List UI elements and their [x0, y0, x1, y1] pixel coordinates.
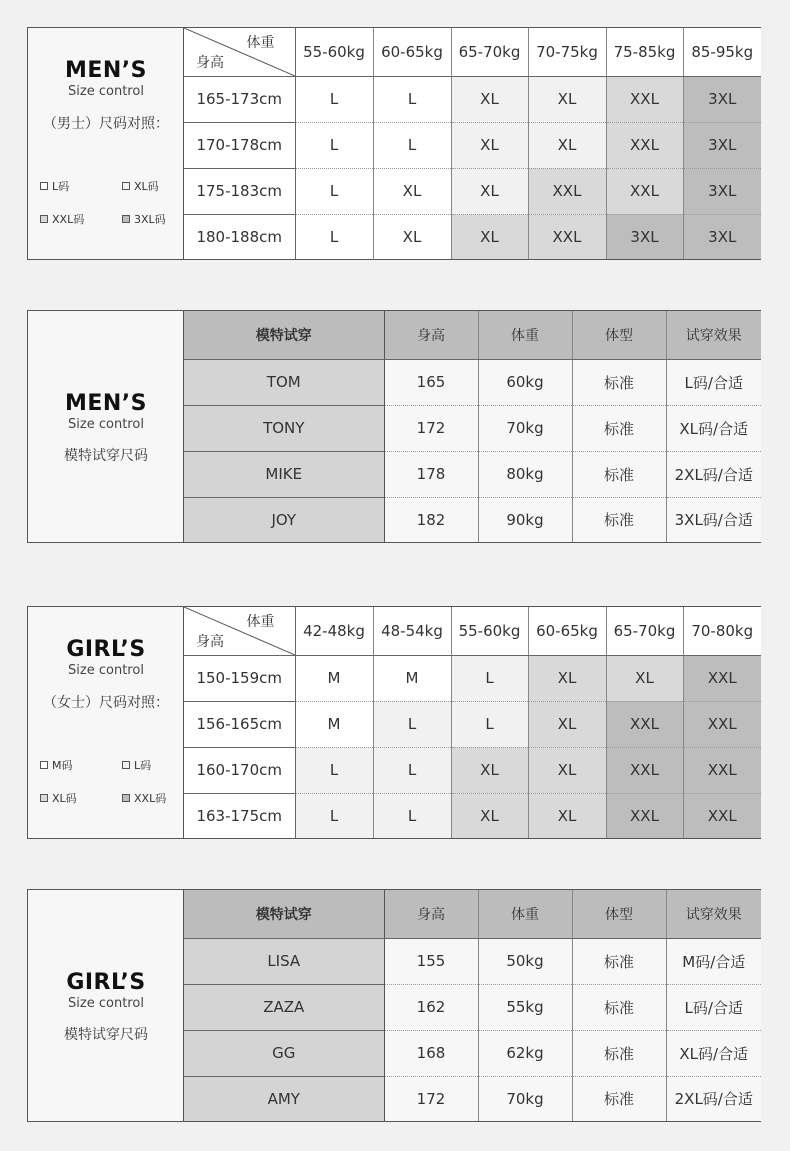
fit-header: 试穿效果 — [666, 311, 761, 359]
model-fit: 2XL码/合适 — [666, 451, 761, 497]
model-height: 182 — [384, 497, 478, 542]
model-weight: 70kg — [478, 1076, 572, 1121]
size-cell: XL — [528, 655, 606, 701]
height-row-header: 156-165cm — [184, 701, 295, 747]
weight-header: 48-54kg — [373, 607, 451, 655]
size-cell: L — [295, 747, 373, 793]
model-weight: 62kg — [478, 1030, 572, 1076]
model-fit: L码/合适 — [666, 984, 761, 1030]
girl-model-note: 模特试穿尺码 — [64, 1027, 148, 1043]
size-cell: XXL — [528, 168, 606, 214]
size-cell: M — [373, 655, 451, 701]
model-build: 标准 — [572, 451, 666, 497]
weight-axis-label: 体重 — [246, 35, 275, 51]
weight-header: 42-48kg — [295, 607, 373, 655]
height-row-header: 160-170cm — [184, 747, 295, 793]
height-header: 身高 — [384, 311, 478, 359]
girl-size-side-panel — [28, 607, 184, 838]
model-build: 标准 — [572, 984, 666, 1030]
men-brand-title: MEN’S — [64, 58, 148, 83]
size-cell: L — [295, 214, 373, 259]
size-cell: XL — [528, 793, 606, 838]
weight-header: 75-85kg — [606, 28, 683, 76]
model-weight: 70kg — [478, 405, 572, 451]
size-cell: 3XL — [683, 214, 761, 259]
legend-item-xxl: XXL码 — [122, 790, 166, 806]
legend-swatch-l — [40, 182, 48, 190]
model-weight: 80kg — [478, 451, 572, 497]
size-cell: M — [295, 701, 373, 747]
legend-item-m: M码 — [40, 757, 73, 773]
model-name: ZAZA — [184, 984, 384, 1030]
legend-item-xl: XL码 — [122, 178, 159, 194]
weight-header: 55-60kg — [451, 607, 528, 655]
size-cell: XXL — [606, 747, 683, 793]
model-name: LISA — [184, 938, 384, 984]
size-cell: XL — [528, 747, 606, 793]
legend-swatch-xl — [40, 794, 48, 802]
model-build: 标准 — [572, 497, 666, 542]
men-size-chart — [27, 27, 761, 260]
size-cell: XL — [373, 214, 451, 259]
size-cell: XXL — [606, 701, 683, 747]
size-cell: XXL — [683, 655, 761, 701]
girl-size-table — [184, 607, 761, 838]
size-cell: XL — [451, 168, 528, 214]
model-build: 标准 — [572, 1076, 666, 1121]
height-row-header: 165-173cm — [184, 76, 295, 122]
girl-model-subtitle: Size control — [68, 996, 144, 1011]
size-cell: XL — [451, 747, 528, 793]
weight-header: 55-60kg — [295, 28, 373, 76]
legend-item-3xl: 3XL码 — [122, 211, 166, 227]
size-cell: L — [295, 793, 373, 838]
model-fit: L码/合适 — [666, 359, 761, 405]
size-cell: XL — [451, 793, 528, 838]
fit-header: 试穿效果 — [666, 890, 761, 938]
model-header: 模特试穿 — [184, 890, 384, 938]
men-subtitle: Size control — [68, 84, 144, 99]
build-header: 体型 — [572, 890, 666, 938]
size-cell: XXL — [606, 793, 683, 838]
size-cell: L — [373, 76, 451, 122]
men-model-subtitle: Size control — [68, 417, 144, 432]
girl-model-brand-title: GIRL’S — [66, 970, 146, 995]
legend-swatch-xxl — [122, 794, 130, 802]
weight-header: 体重 — [478, 311, 572, 359]
size-cell: L — [373, 747, 451, 793]
model-height: 165 — [384, 359, 478, 405]
model-height: 178 — [384, 451, 478, 497]
model-build: 标准 — [572, 359, 666, 405]
model-weight: 90kg — [478, 497, 572, 542]
weight-header: 65-70kg — [451, 28, 528, 76]
size-cell: XL — [373, 168, 451, 214]
size-cell: 3XL — [683, 76, 761, 122]
weight-header: 60-65kg — [528, 607, 606, 655]
girl-model-chart — [27, 889, 761, 1122]
legend-swatch-xxl — [40, 215, 48, 223]
legend-swatch-3xl — [122, 215, 130, 223]
model-build: 标准 — [572, 1030, 666, 1076]
men-model-side-panel — [28, 311, 184, 542]
weight-axis-label: 体重 — [246, 614, 275, 630]
size-cell: L — [295, 122, 373, 168]
men-size-note: （男士）尺码对照： — [43, 116, 169, 132]
legend-item-l: L码 — [122, 757, 151, 773]
model-weight: 60kg — [478, 359, 572, 405]
model-header: 模特试穿 — [184, 311, 384, 359]
men-model-brand-title: MEN’S — [64, 391, 148, 416]
size-cell: L — [373, 701, 451, 747]
model-fit: M码/合适 — [666, 938, 761, 984]
model-fit: XL码/合适 — [666, 405, 761, 451]
girl-size-note: （女士）尺码对照： — [43, 695, 169, 711]
height-header: 身高 — [384, 890, 478, 938]
weight-header: 65-70kg — [606, 607, 683, 655]
size-cell: 3XL — [683, 168, 761, 214]
legend-swatch-m — [40, 761, 48, 769]
girl-subtitle: Size control — [68, 663, 144, 678]
girl-size-chart — [27, 606, 761, 839]
size-cell: XXL — [683, 701, 761, 747]
model-name: TOM — [184, 359, 384, 405]
men-model-table — [184, 311, 761, 542]
size-cell: L — [373, 793, 451, 838]
weight-header: 85-95kg — [683, 28, 761, 76]
men-size-side-panel — [28, 28, 184, 259]
weight-header: 70-75kg — [528, 28, 606, 76]
model-weight: 55kg — [478, 984, 572, 1030]
girl-brand-title: GIRL’S — [66, 637, 146, 662]
size-cell: L — [295, 76, 373, 122]
size-cell: 3XL — [606, 214, 683, 259]
height-axis-label: 身高 — [196, 54, 224, 71]
corner-header — [184, 28, 295, 76]
legend-item-l: L码 — [40, 178, 69, 194]
model-height: 172 — [384, 1076, 478, 1121]
size-cell: XXL — [606, 122, 683, 168]
height-row-header: 180-188cm — [184, 214, 295, 259]
model-height: 162 — [384, 984, 478, 1030]
girl-model-side-panel — [28, 890, 184, 1121]
size-cell: XL — [451, 214, 528, 259]
size-cell: L — [451, 701, 528, 747]
men-size-table — [184, 28, 761, 259]
model-height: 155 — [384, 938, 478, 984]
weight-header: 体重 — [478, 890, 572, 938]
model-name: GG — [184, 1030, 384, 1076]
height-row-header: 163-175cm — [184, 793, 295, 838]
size-cell: XL — [606, 655, 683, 701]
men-model-note: 模特试穿尺码 — [64, 448, 148, 464]
size-cell: XXL — [606, 168, 683, 214]
legend-swatch-xl — [122, 182, 130, 190]
model-name: TONY — [184, 405, 384, 451]
model-weight: 50kg — [478, 938, 572, 984]
model-build: 标准 — [572, 938, 666, 984]
size-cell: XXL — [683, 793, 761, 838]
size-cell: XL — [451, 76, 528, 122]
model-name: JOY — [184, 497, 384, 542]
model-height: 172 — [384, 405, 478, 451]
model-name: AMY — [184, 1076, 384, 1121]
model-name: MIKE — [184, 451, 384, 497]
size-cell: XL — [528, 701, 606, 747]
size-cell: L — [451, 655, 528, 701]
legend-item-xxl: XXL码 — [40, 211, 84, 227]
size-cell: L — [373, 122, 451, 168]
size-cell: L — [295, 168, 373, 214]
men-model-chart — [27, 310, 761, 543]
size-cell: 3XL — [683, 122, 761, 168]
model-fit: 3XL码/合适 — [666, 497, 761, 542]
model-fit: XL码/合适 — [666, 1030, 761, 1076]
size-cell: XL — [528, 76, 606, 122]
height-row-header: 150-159cm — [184, 655, 295, 701]
build-header: 体型 — [572, 311, 666, 359]
size-cell: XXL — [528, 214, 606, 259]
legend-item-xl: XL码 — [40, 790, 77, 806]
legend-swatch-l — [122, 761, 130, 769]
size-cell: XXL — [606, 76, 683, 122]
model-fit: 2XL码/合适 — [666, 1076, 761, 1121]
model-build: 标准 — [572, 405, 666, 451]
height-row-header: 175-183cm — [184, 168, 295, 214]
size-cell: XL — [528, 122, 606, 168]
model-height: 168 — [384, 1030, 478, 1076]
height-row-header: 170-178cm — [184, 122, 295, 168]
corner-header — [184, 607, 295, 655]
weight-header: 60-65kg — [373, 28, 451, 76]
size-cell: XXL — [683, 747, 761, 793]
size-cell: M — [295, 655, 373, 701]
weight-header: 70-80kg — [683, 607, 761, 655]
girl-model-table — [184, 890, 761, 1121]
height-axis-label: 身高 — [196, 633, 224, 650]
size-cell: XL — [451, 122, 528, 168]
